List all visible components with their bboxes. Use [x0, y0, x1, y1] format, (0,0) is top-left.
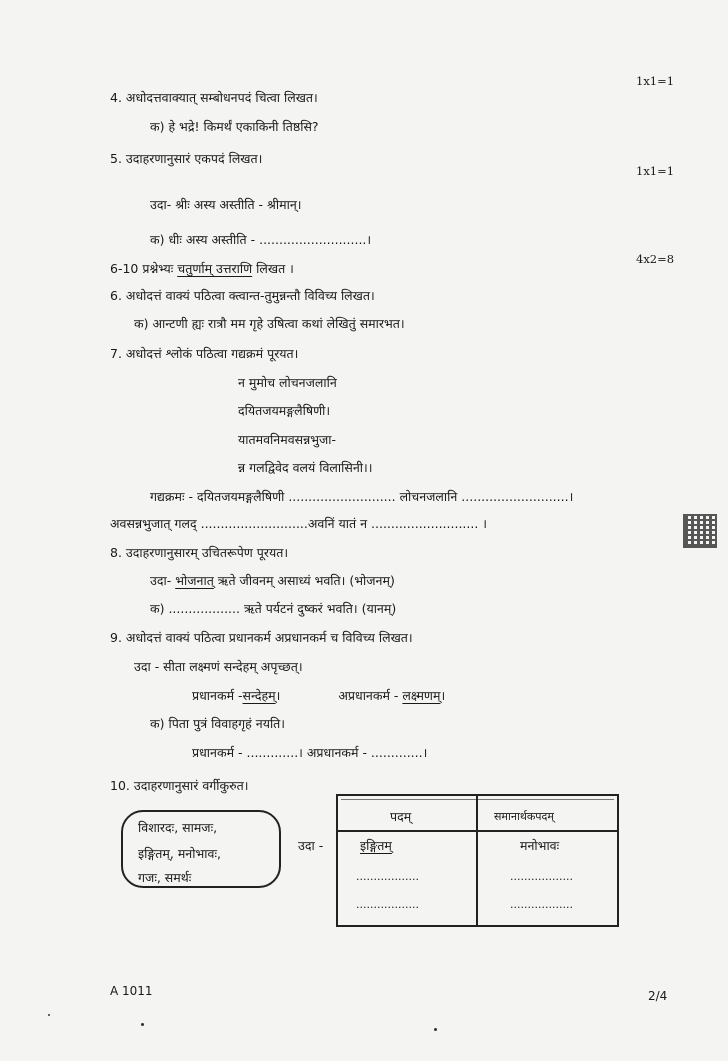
- table-blank: ..................: [356, 898, 419, 911]
- q10-example-label: उदा -: [298, 838, 324, 853]
- q7-verse-line: न्न गलद्विवेद वलयं विलासिनी।।: [238, 460, 373, 475]
- page-number: 2/4: [648, 989, 668, 1003]
- marks-q6-10: 4x2=8: [636, 252, 675, 266]
- table-example-synonym: मनोभावः: [520, 838, 560, 853]
- scan-speck: [141, 1023, 144, 1026]
- q10-heading: 10. उदाहरणानुसारं वर्गीकुरुत।: [110, 778, 249, 793]
- q5-heading: 5. उदाहरणानुसारं एकपदं लिखत।: [110, 151, 263, 166]
- table-header-word: पदम्: [390, 809, 412, 824]
- table-example-word: इङ्गितम्: [360, 838, 392, 853]
- q6-item-a: क) आन्टणी ह्यः रात्रौ मम गृहे उषित्वा कथां लेखितुं समारभत।: [134, 316, 405, 331]
- q5-example: उदा- श्रीः अस्य अस्तीति - श्रीमान्।: [150, 197, 302, 212]
- word-bank-line: गजः, समर्थः: [138, 870, 192, 885]
- word-bank-line: इङ्गितम्, मनोभावः,: [138, 846, 221, 861]
- q9-item-a: क) पिता पुत्रं विवाहगृहं नयति।: [150, 716, 286, 731]
- q8-heading: 8. उदाहरणानुसारम् उचितरूपेण पूरयत।: [110, 545, 289, 560]
- q7-prose-order-2: अवसन्नभुजात् गलद् ...........................अवनिं यातं न ........................... ।: [110, 516, 488, 531]
- q7-heading: 7. अधोदत्तं श्लोकं पठित्वा गद्यक्रमं पूरयत।: [110, 346, 299, 361]
- q6-heading: 6. अधोदत्तं वाक्यं पठित्वा क्त्वान्त-तुमुन्नन्तौ विविच्य लिखत।: [110, 288, 375, 303]
- q5-item-a: क) धीः अस्य अस्तीति - ...........................।: [150, 232, 372, 247]
- q7-verse-line: यातमवनिमवसन्नभुजा-: [238, 432, 337, 447]
- q9-answer-blanks: प्रधानकर्म - .............। अप्रधानकर्म - .............।: [192, 745, 428, 760]
- scan-speck: [48, 1014, 50, 1016]
- section-heading: 6-10 प्रश्नेभ्यः चतुर्णाम् उत्तराणि लिखत ।: [110, 261, 294, 276]
- table-blank: ..................: [510, 898, 573, 911]
- marks-q4: 1x1=1: [636, 74, 675, 88]
- table-header-synonym: समानार्थकपदम्: [494, 810, 554, 823]
- q9-heading: 9. अधोदत्तं वाक्यं पठित्वा प्रधानकर्म अप्रधानकर्म च विविच्य लिखत।: [110, 630, 413, 645]
- q4-item-a: क) हे भद्रे! किमर्थं एकाकिनी तिष्ठसि?: [150, 119, 319, 134]
- q7-verse-line: न मुमोच लोचनजलानि: [238, 375, 337, 390]
- q7-prose-order-1: गद्यक्रमः - दयितजयमङ्गलैषिणी ........................... लोचनजलानि ...........................।: [150, 489, 574, 504]
- q7-verse-line: दयितजयमङ्गलैषिणी।: [238, 403, 331, 418]
- q9-example-answers: प्रधानकर्म -सन्देहम्। अप्रधानकर्म - लक्ष्मणम्।: [192, 688, 446, 703]
- q8-example: उदा- भोजनात् ऋते जीवनम् असाध्यं भवति। (भोजनम्): [150, 573, 395, 588]
- paper-code: A 1011: [110, 984, 153, 998]
- q9-example: उदा - सीता लक्ष्मणं सन्देहम् अपृच्छत्।: [134, 659, 303, 674]
- table-blank: ..................: [356, 870, 419, 883]
- word-bank-line: विशारदः, सामजः,: [138, 820, 218, 835]
- table-blank: ..................: [510, 870, 573, 883]
- q4-heading: 4. अधोदत्तवाक्यात् सम्बोधनपदं चित्वा लिखत।: [110, 90, 318, 105]
- qr-code-icon: [683, 514, 717, 548]
- scan-speck: [434, 1028, 437, 1031]
- q8-item-a: क) .................. ऋते पर्यटनं दुष्करं भवति। (यानम्): [150, 601, 397, 616]
- marks-q5: 1x1=1: [636, 164, 675, 178]
